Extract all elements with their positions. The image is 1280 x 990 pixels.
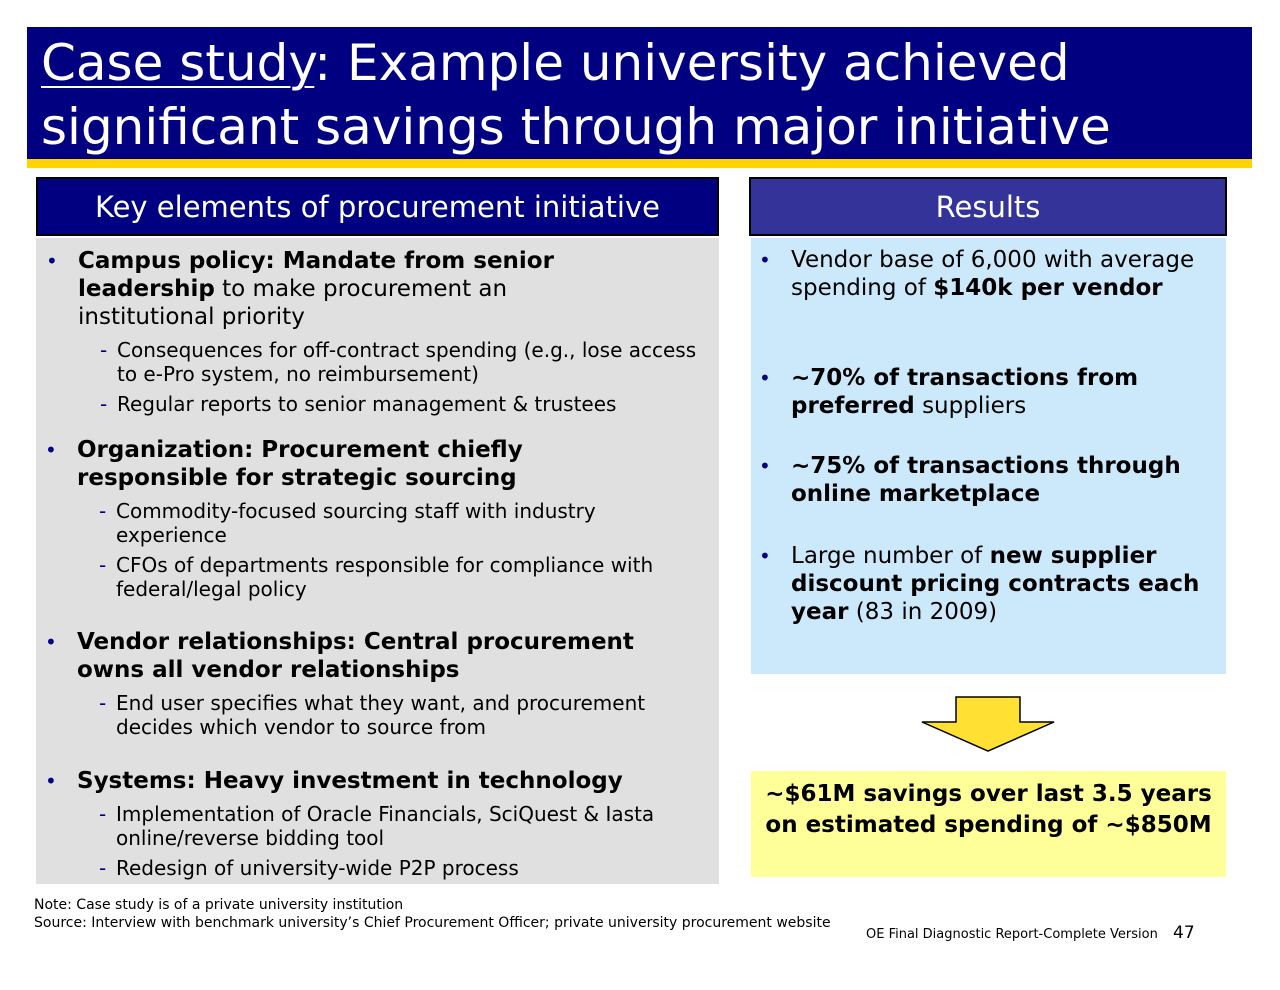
bullet-icon: • (45, 438, 57, 462)
left-item-2-sub-1: - Commodity-focused sourcing staff with industry experience (99, 499, 596, 547)
left-item-4-sub-1: - Implementation of Oracle Financials, SciQuest & Iasta online/reverse bidding tool (99, 802, 655, 850)
dash-icon: - (99, 499, 107, 523)
savings-callout: ~$61M savings over last 3.5 years on estimated spending of ~$850M (751, 771, 1226, 877)
dash-icon: - (100, 392, 108, 416)
left-item-2-sub-2: - CFOs of departments responsible for compliance with federal/legal policy (99, 553, 654, 601)
title-bar (27, 27, 1252, 159)
bullet-icon: • (759, 544, 771, 568)
left-item-4 (45, 767, 707, 795)
title-line2: significant savings through major initiative (41, 98, 1111, 156)
down-arrow-icon (920, 696, 1056, 752)
left-item-3-bold: Vendor relationships: Central procurement owns all vendor relationships (77, 629, 634, 683)
dash-icon: - (99, 802, 107, 826)
left-header: Key elements of procurement initiative (36, 177, 719, 236)
result-item-3: • ~75% of transactions through online marketplace (759, 453, 1181, 507)
title-underlined: Case study (41, 34, 315, 92)
dash-icon: - (99, 856, 107, 880)
bullet-icon: • (45, 630, 57, 654)
footer-label: OE Final Diagnostic Report-Complete Version (866, 927, 1158, 942)
left-item-2-bold: Organization: Procurement chiefly responsible for strategic sourcing (77, 437, 523, 491)
bullet-icon: • (759, 248, 771, 272)
result-item-2: • ~70% of transactions from preferred suppliers (759, 365, 1139, 419)
left-item-1 (46, 247, 598, 331)
bullet-icon: • (759, 366, 771, 390)
title-stripe (27, 159, 1252, 168)
page-number: 47 (1173, 923, 1195, 943)
title-rest-line1: : Example university achieved (314, 34, 1070, 92)
left-item-2 (45, 436, 597, 492)
left-item-3-sub-1: - End user specifies what they want, and procurement decides which vendor to source from (99, 691, 646, 739)
dash-icon: - (99, 553, 107, 577)
source-text: Source: Interview with benchmark university’s Chief Procurement Officer; private university procurement website (34, 915, 831, 931)
page-title (41, 31, 1241, 159)
left-item-4-sub-2: - Redesign of university-wide P2P process (99, 856, 519, 880)
right-header: Results (749, 177, 1227, 236)
left-item-1-sub-1: - Consequences for off-contract spending (e.g., lose access to e-Pro system, no reimbursement) (100, 338, 697, 386)
left-item-3 (45, 628, 707, 684)
note-text: Note: Case study is of a private university institution (34, 897, 404, 913)
dash-icon: - (99, 691, 107, 715)
result-item-1: • Vendor base of 6,000 with average spending of $140k per vendor (759, 247, 1195, 301)
dash-icon: - (100, 338, 108, 362)
left-item-1-normal: to make procurement an institutional priority (78, 276, 508, 330)
bullet-icon: • (46, 249, 58, 273)
left-item-4-bold: Systems: Heavy investment in technology (77, 768, 623, 794)
bullet-icon: • (45, 769, 57, 793)
left-item-1-sub-2: - Regular reports to senior management & trustees (100, 392, 617, 416)
left-item-1-bold: Campus policy: Mandate from senior leadership (78, 248, 554, 302)
result-item-4: • Large number of new supplier discount pricing contracts each year (83 in 2009) (759, 543, 1200, 625)
bullet-icon: • (759, 454, 771, 478)
